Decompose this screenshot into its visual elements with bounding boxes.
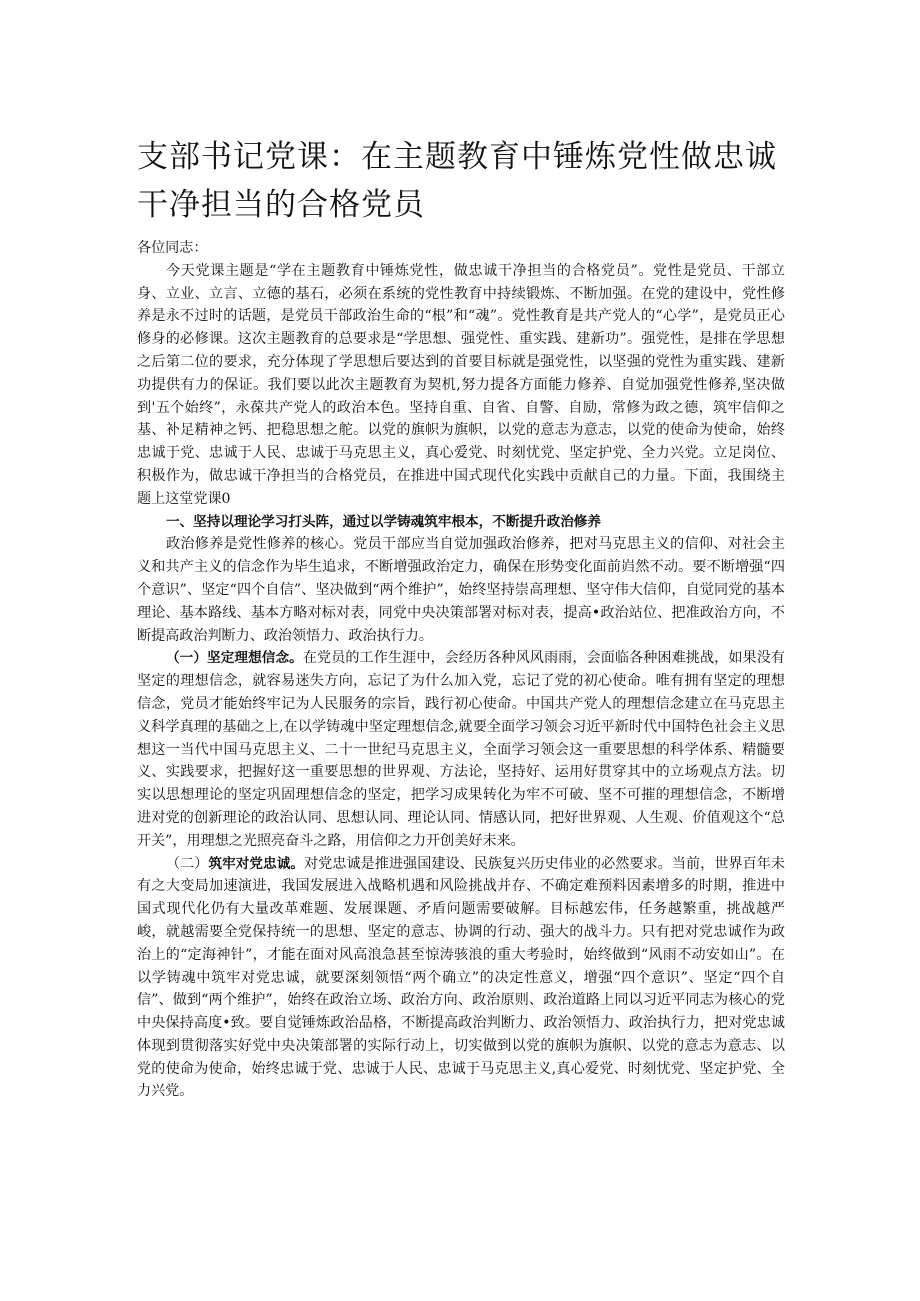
subsection-1-paragraph: [137, 647, 785, 852]
section-heading: 一、坚持以理论学习打头阵，通过以学铸魂筑牢根本，不断提升政治修养: [166, 513, 601, 530]
subsection-2-text: 对党忠诚是推进强国建设、民族复兴历史伟业的必然要求。当前，世界百年未有之大变局加速演进，我国发展进入战略机遇和风险挑战并存、不确定难预料因素增多的时期，推进中国式现代化仍有大量改革难题、发展课题、矛盾问题需要破解。目标越宏伟，任务越繁重，挑战越严峻，就越需要全党保持统一的思想、坚定的意志、协调的行动、强大的战斗力。只有把对党忠诚作为政治上的“定海神针”，才能在面对风高浪急甚至惊涛骇浪的重大考验时，始终做到“风雨不动安如山”。在以学铸魂中筑牢对党忠诚，就要深刻领悟“两个确立”的决定性意义，增强“四个意识”、坚定“四个自信”、做到“两个维护”，始终在政治立场、政治方向、政治原则、政治道路上同以习近平同志为核心的党中央保持高度•致。要自觉锤炼政治品格，不断提高政治判断力、政治领悟力、政治执行力，把对党忠诚体现到贯彻落实好党中央决策部署的实际行动上，切实做到以党的旗帜为旗帜、以党的意志为意志、以党的使命为使命，始终忠诚于党、忠诚于人民、忠诚于马克思主义,真心爱党、时刻忧党、坚定护党、全力兴党。: [137, 855, 786, 1100]
subsection-2-paragraph: [137, 853, 785, 1104]
section-paragraph: 政治修养是党性修养的核心。党员干部应当自觉加强政治修养，把对马克思主义的信仰、对社会主义和共产主义的信念作为毕生追求，不断增强政治定力，确保在形势变化面前岿然不动。要不断增强“四个意识”、坚定“四个自信”、坚决做到“两个维护”，始终坚持崇高理想、坚守伟大信仰，自觉同党的基本理论、基本路线、基本方略对标对表，同党中央决策部署对标对表，提高•政治站位、把准政治方向，不断提高政治判断力、政治领悟力、政治执行力。: [137, 536, 785, 644]
document-body: [137, 237, 785, 1103]
subsection-2-heading: 筑牢对党忠诚。: [208, 855, 304, 872]
document-title: 支部书记党课：在主题教育中锤炼党性做忠诚干净担当的合格党员: [137, 139, 777, 223]
subsection-2-number: （二）: [166, 855, 209, 872]
subsection-1-text: 在党员的工作生涯中，会经历各种风风雨雨，会面临各种困难挑战，如果没有坚定的理想信念，就容易迷失方向，忘记了为什么加入党，忘记了党的初心使命。唯有拥有坚定的理想信念，党员才能始终牢记为人民服务的宗旨，践行初心使命。中国共产党人的理想信念建立在马克思主义科学真理的基础之上,在以学铸魂中坚定理想信念,就要全面学习领会习近平新时代中国特色社会主义思想这一当代中国马克思主义、二十一世纪马克思主义，全面学习领会这一重要思想的科学体系、精髓要义、实践要求，把握好这一重要思想的世界观、方法论，坚持好、运用好贯穿其中的立场观点方法。切实以思想理论的坚定巩固理想信念的坚定，把学习成果转化为牢不可破、坚不可摧的理想信念，不断增进对党的创新理论的政治认同、思想认同、理论认同、情感认同，把好世界观、人生观、价值观这个“总开关”，用理想之光照亮奋斗之路，用信仰之力开创美好未来。: [137, 650, 786, 849]
intro-paragraph: 今天党课主题是“学在主题教育中锤炼党性，做忠诚干净担当的合格党员”。党性是党员、干部立身、立业、立言、立德的基石，必须在系统的党性教育中持续锻炼、不断加强。在党的建设中，党性修养是永不过时的话题，是党员干部政治生命的“根”和“魂”。党性教育是共产党人的“心学”，是党员正心修身的必修课。这次主题教育的总要求是“学思想、强党性、重实践、建新功”。强党性，是排在学思想之后第二位的要求，充分体现了学思想后要达到的首要目标就是强党性，以坚强的党性为重实践、建新功提供有力的保证。我们要以此次主题教育为契机,努力提各方面能力修养、自觉加强党性修养,坚决做到'五个始终”，永葆共产党人的政治本色。坚持自重、自省、自警、自励，常修为政之德，筑牢信仰之基、补足精神之钙、把稳思想之舵。以党的旗帜为旗帜，以党的意志为意志，以党的使命为使命，始终忠诚于党、忠诚于人民、忠诚于马克思主义，真心爱党、时刻忧党、坚定护党、全力兴党。立足岗位、积极作为，做忠诚干净担当的合格党员，在推进中国式现代化实践中贡献自己的力量。下面，我围绕主题上这堂党课0: [137, 262, 785, 507]
salutation: 各位同志：: [137, 240, 208, 256]
subsection-1-heading: （一）坚定理想信念。: [166, 650, 303, 667]
